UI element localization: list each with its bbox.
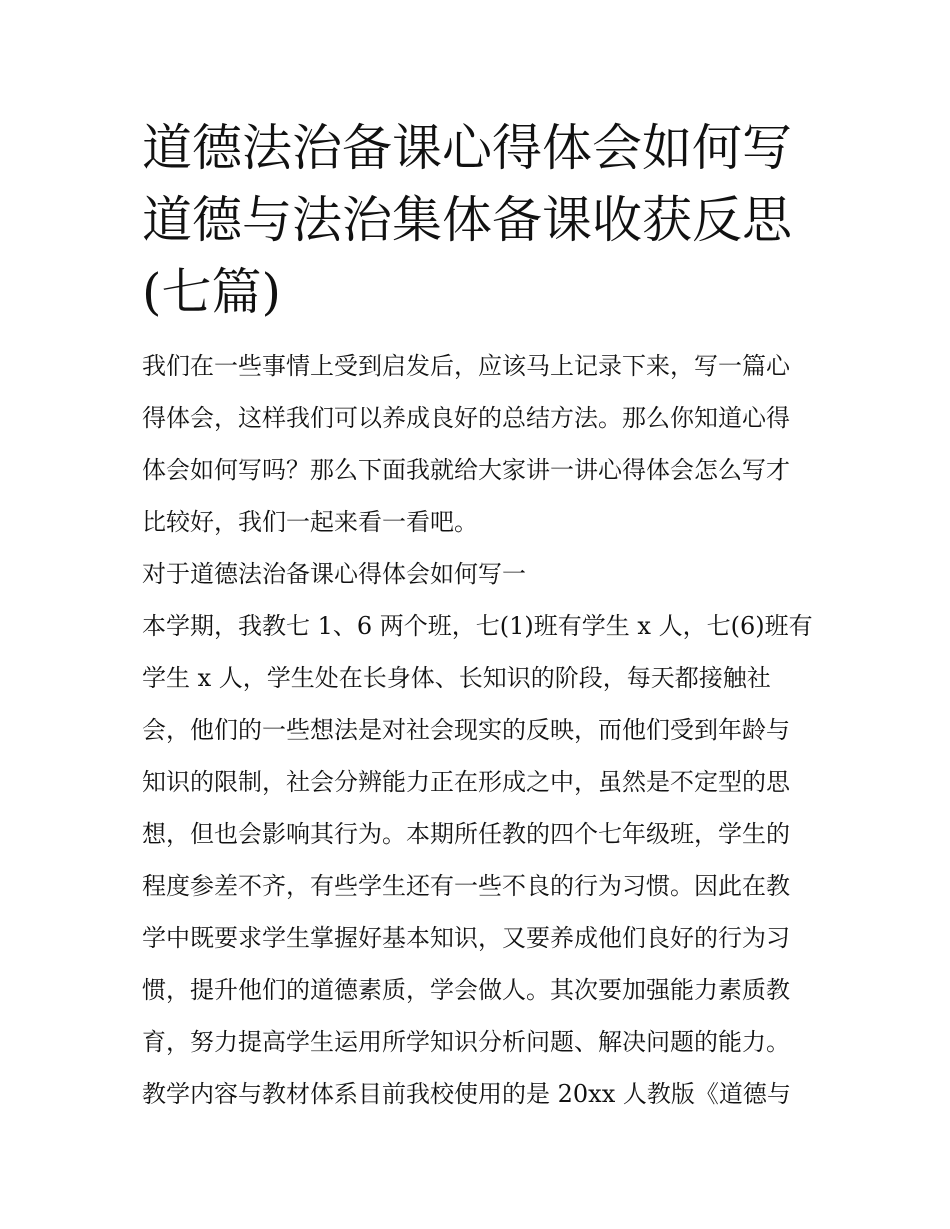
text-line: 我们在一些事情上受到启发后，应该马上记录下来，写一篇心 <box>142 352 790 380</box>
text-line: 学中既要求学生掌握好基本知识，又要养成他们良好的行为习 <box>142 924 790 952</box>
body-paragraph <box>142 600 822 1120</box>
title-line: (七篇) <box>142 263 282 321</box>
title-line: 道德法治备课心得体会如何写 <box>142 119 792 177</box>
document-content <box>142 112 822 1120</box>
section-heading <box>142 548 822 600</box>
text-line: 程度参差不齐，有些学生还有一些不良的行为习惯。因此在教 <box>142 872 790 900</box>
text-line: 教学内容与教材体系目前我校使用的是 20xx 人教版《道德与 <box>142 1080 791 1108</box>
text-line: 对于道德法治备课心得体会如何写一 <box>142 560 526 588</box>
text-line: 学生 x 人，学生处在长身体、长知识的阶段，每天都接触社 <box>142 664 771 692</box>
text-line: 知识的限制，社会分辨能力正在形成之中，虽然是不定型的思 <box>142 768 790 796</box>
text-line: 比较好，我们一起来看一看吧。 <box>142 508 478 536</box>
text-line: 育，努力提高学生运用所学知识分析问题、解决问题的能力。 <box>142 1028 790 1056</box>
text-line: 得体会，这样我们可以养成良好的总结方法。那么你知道心得 <box>142 404 790 432</box>
text-line: 惯，提升他们的道德素质，学会做人。其次要加强能力素质教 <box>142 976 790 1004</box>
intro-paragraph <box>142 340 822 548</box>
text-line: 本学期，我教七 1、6 两个班，七(1)班有学生 x 人，七(6)班有 <box>142 612 813 640</box>
text-line: 想，但也会影响其行为。本期所任教的四个七年级班，学生的 <box>142 820 790 848</box>
text-line: 会，他们的一些想法是对社会现实的反映，而他们受到年龄与 <box>142 716 790 744</box>
text-line: 体会如何写吗？那么下面我就给大家讲一讲心得体会怎么写才 <box>142 456 790 484</box>
title-line: 道德与法治集体备课收获反思 <box>142 191 792 249</box>
document-body <box>142 340 822 1120</box>
document-title <box>142 112 822 328</box>
